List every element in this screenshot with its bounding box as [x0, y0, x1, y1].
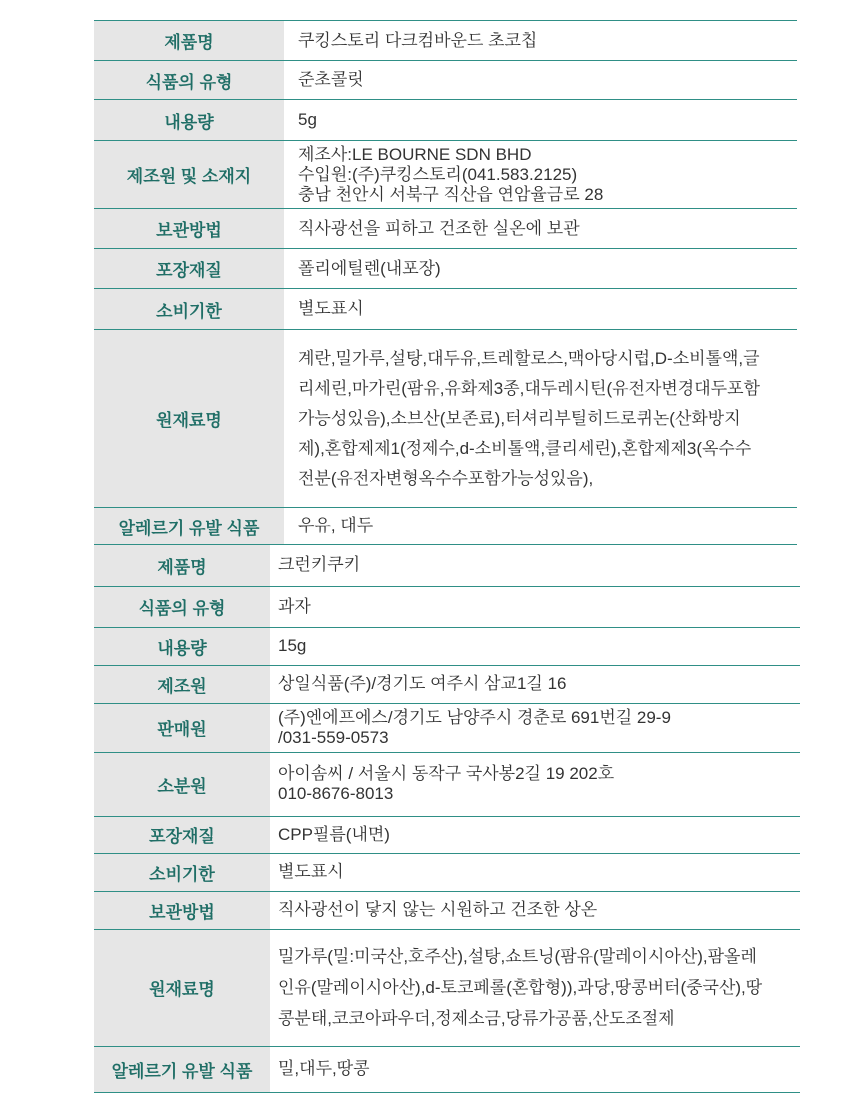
row-value: 폴리에틸렌(내포장): [284, 249, 797, 289]
ingredient-line: 전분(유전자변형옥수수포함가능성있음),: [298, 468, 594, 488]
row-label: 보관방법: [94, 891, 270, 929]
row-value: 직사광선을 피하고 건조한 실온에 보관: [284, 209, 797, 249]
table-row: [94, 330, 797, 508]
row-label: 제품명: [94, 545, 270, 586]
importer-line: 수입원:(주)쿠킹스토리(041.583.2125): [298, 164, 578, 184]
ingredient-line: 밀가루(밀:미국산,호주산),설탕,쇼트닝(팜유(말레이시아산),팜올레: [278, 947, 757, 966]
row-label: 판매원: [94, 703, 270, 752]
row-label: 식품의 유형: [94, 586, 270, 627]
row-label: 제조원 및 소재지: [94, 141, 284, 209]
seller-line: (주)엔에프에스/경기도 남양주시 경춘로 691번길 29-9: [278, 707, 671, 727]
table-row: [94, 816, 800, 853]
table-row: [94, 21, 797, 61]
row-label: 보관방법: [94, 209, 284, 249]
row-label: 내용량: [94, 100, 284, 141]
table-row: [94, 891, 800, 929]
row-label: 소비기한: [94, 853, 270, 891]
row-value: 밀,대두,땅콩: [270, 1046, 800, 1092]
table-row: [94, 545, 800, 586]
row-value: 과자: [270, 586, 800, 627]
row-value: [270, 929, 800, 1046]
table-row: [94, 61, 797, 100]
table-row: [94, 703, 800, 752]
subdivider-line: 아이솜씨 / 서울시 동작구 국사봉2길 19 202호: [278, 764, 615, 783]
row-value: [284, 141, 797, 209]
row-label: 소분원: [94, 752, 270, 816]
row-value: 별도표시: [284, 289, 797, 330]
table-row: [94, 289, 797, 330]
ingredient-line: 제),혼합제제1(정제수,d-소비톨액,클리세린),혼합제제3(옥수수: [298, 438, 752, 458]
row-value: [284, 330, 797, 508]
subdivider-phone-line: 010-8676-8013: [278, 784, 394, 803]
table-row: [94, 665, 800, 703]
table-row: [94, 1046, 800, 1092]
table-row: [94, 209, 797, 249]
seller-phone-line: /031-559-0573: [278, 727, 389, 747]
row-value: [270, 703, 800, 752]
row-value: 직사광선이 닿지 않는 시원하고 건조한 상온: [270, 891, 800, 929]
manufacturer-line: 제조사:LE BOURNE SDN BHD: [298, 144, 532, 164]
row-label: 제조원: [94, 665, 270, 703]
ingredient-line: 인유(말레이시아산),d-토코페롤(혼합형)),과당,땅콩버터(중국산),땅: [278, 978, 763, 997]
row-value: 15g: [270, 627, 800, 665]
row-label: 식품의 유형: [94, 61, 284, 100]
row-label: 포장재질: [94, 816, 270, 853]
row-value: 상일식품(주)/경기도 여주시 삼교1길 16: [270, 665, 800, 703]
table-row: [94, 853, 800, 891]
table-row: [94, 627, 800, 665]
row-label: 포장재질: [94, 249, 284, 289]
row-value: [270, 752, 800, 816]
product-info-table-1: [94, 20, 797, 545]
row-value: 별도표시: [270, 853, 800, 891]
row-label: 내용량: [94, 627, 270, 665]
row-value: 우유, 대두: [284, 508, 797, 545]
table-row: [94, 508, 797, 545]
row-value: 크런키쿠키: [270, 545, 800, 586]
table-row: [94, 929, 800, 1046]
row-value: 준초콜릿: [284, 61, 797, 100]
row-label: 제품명: [94, 21, 284, 61]
table-row: [94, 141, 797, 209]
table-row: [94, 100, 797, 141]
row-label: 알레르기 유발 식품: [94, 508, 284, 545]
row-label: 소비기한: [94, 289, 284, 330]
product-info-table-2: [94, 545, 800, 1093]
row-value: 5g: [284, 100, 797, 141]
row-label: 알레르기 유발 식품: [94, 1046, 270, 1092]
row-label: 원재료명: [94, 330, 284, 508]
ingredient-line: 리세린,마가린(팜유,유화제3종,대두레시틴(유전자변경대두포함: [298, 378, 760, 398]
row-value: 쿠킹스토리 다크컴바운드 초코칩: [284, 21, 797, 61]
ingredient-line: 계란,밀가루,설탕,대두유,트레할로스,맥아당시럽,D-소비톨액,글: [298, 348, 760, 368]
ingredient-line: 가능성있음),소브산(보존료),터셔리부틸히드로퀴논(산화방지: [298, 408, 741, 428]
ingredient-line: 콩분태,코코아파우더,정제소금,당류가공품,산도조절제: [278, 1009, 675, 1028]
table-row: [94, 586, 800, 627]
table-row: [94, 249, 797, 289]
row-label: 원재료명: [94, 929, 270, 1046]
address-line: 충남 천안시 서북구 직산읍 연암율금로 28: [298, 184, 604, 204]
row-value: CPP필름(내면): [270, 816, 800, 853]
table-row: [94, 752, 800, 816]
